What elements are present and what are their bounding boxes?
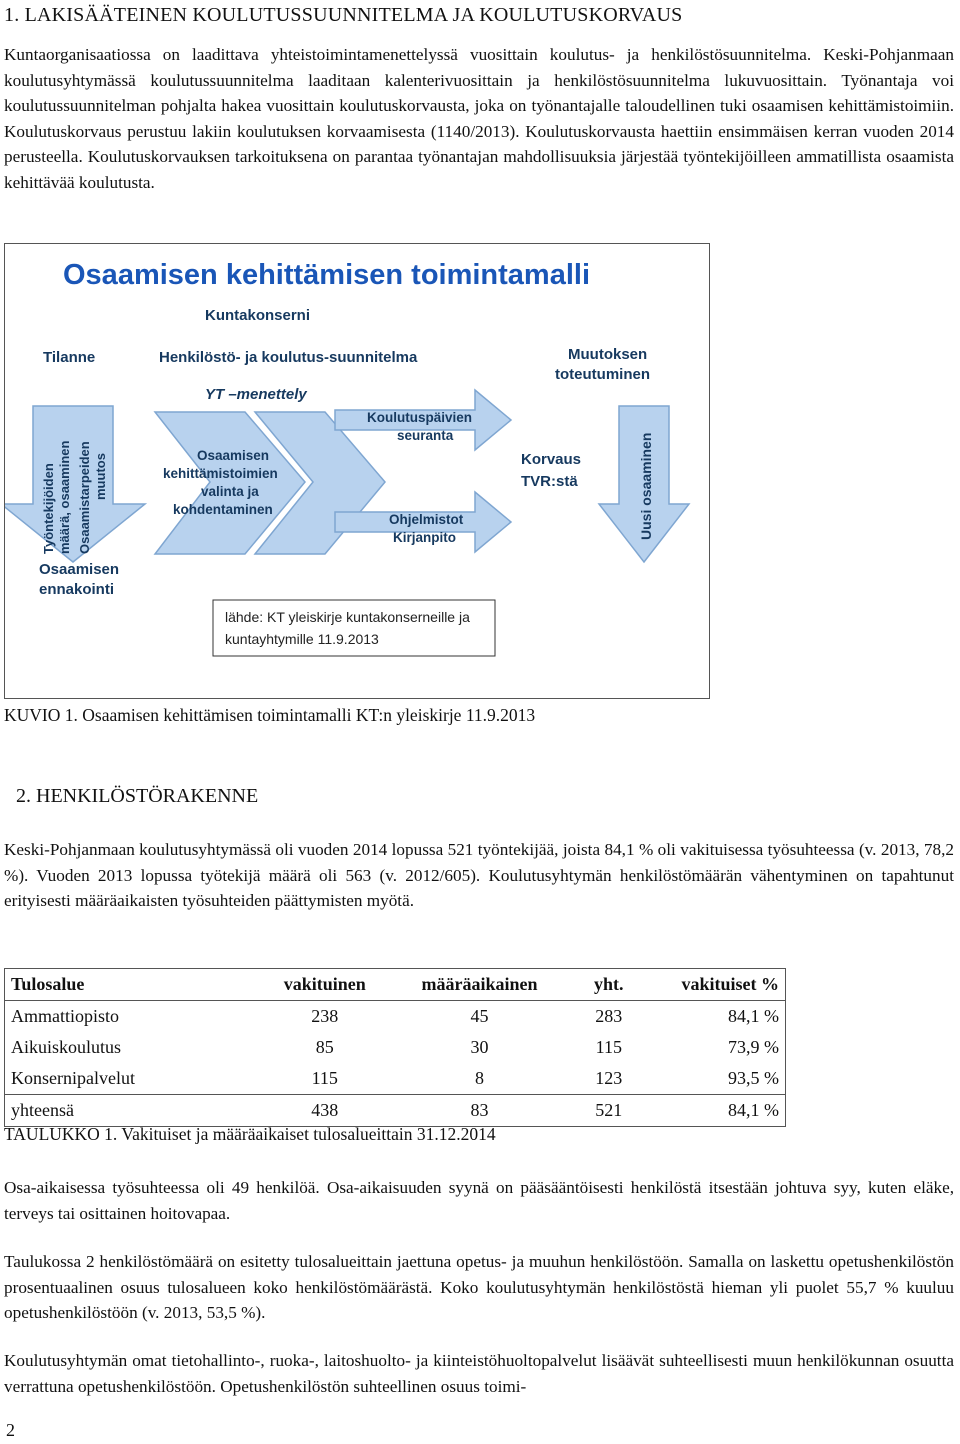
figure-caption: KUVIO 1. Osaamisen kehittämisen toimintamalli KT:n yleiskirje 11.9.2013: [4, 705, 536, 725]
page-number: 2: [6, 1420, 15, 1440]
cell-value: 123: [595, 1068, 623, 1088]
staff-paragraph: Keski-Pohjanmaan koulutusyhtymässä oli vuoden 2014 lopussa 521 työntekijää, joista 84,1 % oli vakituisessa työsuhteessa (v. 2013, 78,2 %). Vuoden 2013 lopussa työtekijä määrä oli 563 (v. 2012/605). Koulutusyhtymän henkilöstömäärän vähentyminen on tapahtunut erityisesti määräaikaisten työsuhteiden päättymisten myötä.: [4, 840, 954, 910]
staff-table: [4, 968, 786, 1127]
part-time-paragraph: Osa-aikaisessa työsuhteessa oli 49 henkilöä. Osa-aikaisuuden syynä on pääsääntöisesti henkilöstä itsestään johtuva syy, kuten eläke, terveys tai osittainen hoitovapaa.: [4, 1178, 954, 1223]
section-heading-2: 2. HENKILÖSTÖRAKENNE: [16, 785, 259, 807]
intro-paragraph: Kuntaorganisaatiossa on laadittava yhteistoimintamenettelyssä vuosittain koulutus- ja henkilöstösuunnitelma. Keski-Pohjanmaan koulutusyhtymässä koulutussuunnitelma laaditaan kalenterivuosittain ja henkilöstösuunnitelma lukuvuosittain. Työnantaja voi koulutussuunnitelman pohjalta hakea vuosittain koulutuskorvausta, joka on työnantajalle taloudellinen tuki osaamisen kehittämistoimiin. Koulutuskorvaus perustuu lakiin koulutuksen korvaamisesta (1140/2013). Koulutuskorvausta haettiin ensimmäisen kerran vuoden 2014 perusteella. Koulutuskorvauksen tarkoituksena on parantaa työnantajan mahdollisuuksia järjestää työntekijöilleen ammatillista osaamista kehittävää koulutusta.: [4, 45, 954, 192]
figure-osaamisen-kehittaminen: [4, 243, 710, 699]
label-tilanne: Tilanne: [43, 349, 96, 366]
label-muutoksen-2: toteutuminen: [555, 366, 650, 383]
ohjelmistot-2: Kirjanpito: [393, 530, 456, 545]
koulutuspaivien-2: seuranta: [397, 428, 454, 443]
osaamisen-box-2: kehittämistoimien: [163, 466, 278, 481]
osaamisen-box-1: Osaamisen: [197, 448, 270, 463]
korvaus-2: TVR:stä: [521, 473, 578, 490]
cell-name: Aikuiskoulutus: [11, 1037, 122, 1057]
diagram-title: Osaamisen kehittämisen toimintamalli: [63, 259, 591, 291]
korvaus-1: Korvaus: [521, 451, 582, 468]
osaamisen-box-4: kohdentaminen: [173, 502, 273, 517]
th-vakituinen: vakituinen: [283, 974, 366, 994]
vertical-left-2: määrä, osaaminen: [57, 440, 72, 554]
label-kuntakonserni: Kuntakonserni: [205, 307, 311, 324]
cell-value: 45: [392, 1001, 567, 1033]
th-yht: yht.: [594, 974, 624, 994]
cell-value: 521: [567, 1095, 650, 1127]
table-header-row: [5, 969, 786, 1001]
table-row: [5, 1032, 786, 1063]
cell-name: yhteensä: [5, 1095, 258, 1127]
cell-name: Ammattiopisto: [5, 1001, 258, 1033]
source-1: lähde: KT yleiskirje kuntakonserneille ja: [225, 609, 470, 625]
services-paragraph: Koulutusyhtymän omat tietohallinto-, ruoka-, laitoshuolto- ja kiinteistöhuoltopalvelut lisäävät suhteellisesti muun henkilökunnan osuutta verrattuna opetushenkilöstöön. Opetushenkilöstön suhteellinen osuus toimi-: [4, 1351, 954, 1396]
source-2: kuntayhtymille 11.9.2013: [225, 631, 379, 647]
left-arrow-shape: [5, 406, 145, 562]
table-total-row: [5, 1095, 786, 1127]
ennakointi-2: ennakointi: [39, 581, 115, 598]
table2-paragraph: Taulukossa 2 henkilöstömäärä on esitetty tulosalueittain jaettuna opetus- ja muuhun henkilöstöön. Samalla on laskettu opetushenkilöstön prosentuaalinen osuus tulosalueen koko henkilöstömäärästä. Koko koulutusyhtymän henkilöstöstä hieman yli puolet 55,7 % kuuluu opetushenkilöstöön (v. 2013, 53,5 %).: [4, 1252, 954, 1322]
cell-value: 438: [258, 1095, 392, 1127]
cell-value: 84,1 %: [651, 1095, 786, 1127]
cell-name: Konsernipalvelut: [11, 1068, 135, 1088]
th-vakituiset-pct: vakituiset %: [681, 974, 779, 994]
vertical-left-3: Osaamistarpeiden: [77, 441, 92, 554]
table-caption: TAULUKKO 1. Vakituiset ja määräaikaiset tulosalueittain 31.12.2014: [4, 1124, 496, 1144]
ohjelmistot-1: Ohjelmistot: [389, 512, 464, 527]
section-heading-1: 1. LAKISÄÄTEINEN KOULUTUSSUUNNITELMA JA KOULUTUSKORVAUS: [4, 4, 683, 26]
cell-value: 83: [392, 1095, 567, 1127]
ennakointi-1: Osaamisen: [39, 561, 120, 578]
label-muutoksen-1: Muutoksen: [568, 346, 648, 363]
table-row: [5, 1001, 786, 1033]
vertical-left-4: muutos: [93, 453, 108, 500]
th-maaraaikainen: määräaikainen: [421, 974, 538, 994]
cell-value: 283: [567, 1001, 650, 1033]
cell-value: 115: [595, 1037, 622, 1057]
koulutuspaivien-1: Koulutuspäivien: [367, 410, 473, 425]
diagram-svg: [5, 244, 709, 698]
cell-value: 30: [470, 1037, 489, 1057]
cell-value: 8: [475, 1068, 484, 1088]
label-yt-menettely: YT –menettely: [205, 386, 307, 403]
cell-value: 73,9 %: [728, 1037, 779, 1057]
osaamisen-box-3: valinta ja: [201, 484, 259, 499]
th-tulosalue: Tulosalue: [11, 974, 85, 994]
cell-value: 84,1 %: [651, 1001, 786, 1033]
cell-value: 93,5 %: [728, 1068, 779, 1088]
cell-value: 115: [311, 1068, 338, 1088]
cell-value: 238: [258, 1001, 392, 1033]
cell-value: 85: [315, 1037, 334, 1057]
vertical-right: Uusi osaaminen: [638, 432, 654, 540]
table-row: [5, 1063, 786, 1095]
label-suunnitelma: Henkilöstö- ja koulutus-suunnitelma: [159, 349, 418, 366]
vertical-left-1: Työntekijöiden: [41, 463, 56, 554]
